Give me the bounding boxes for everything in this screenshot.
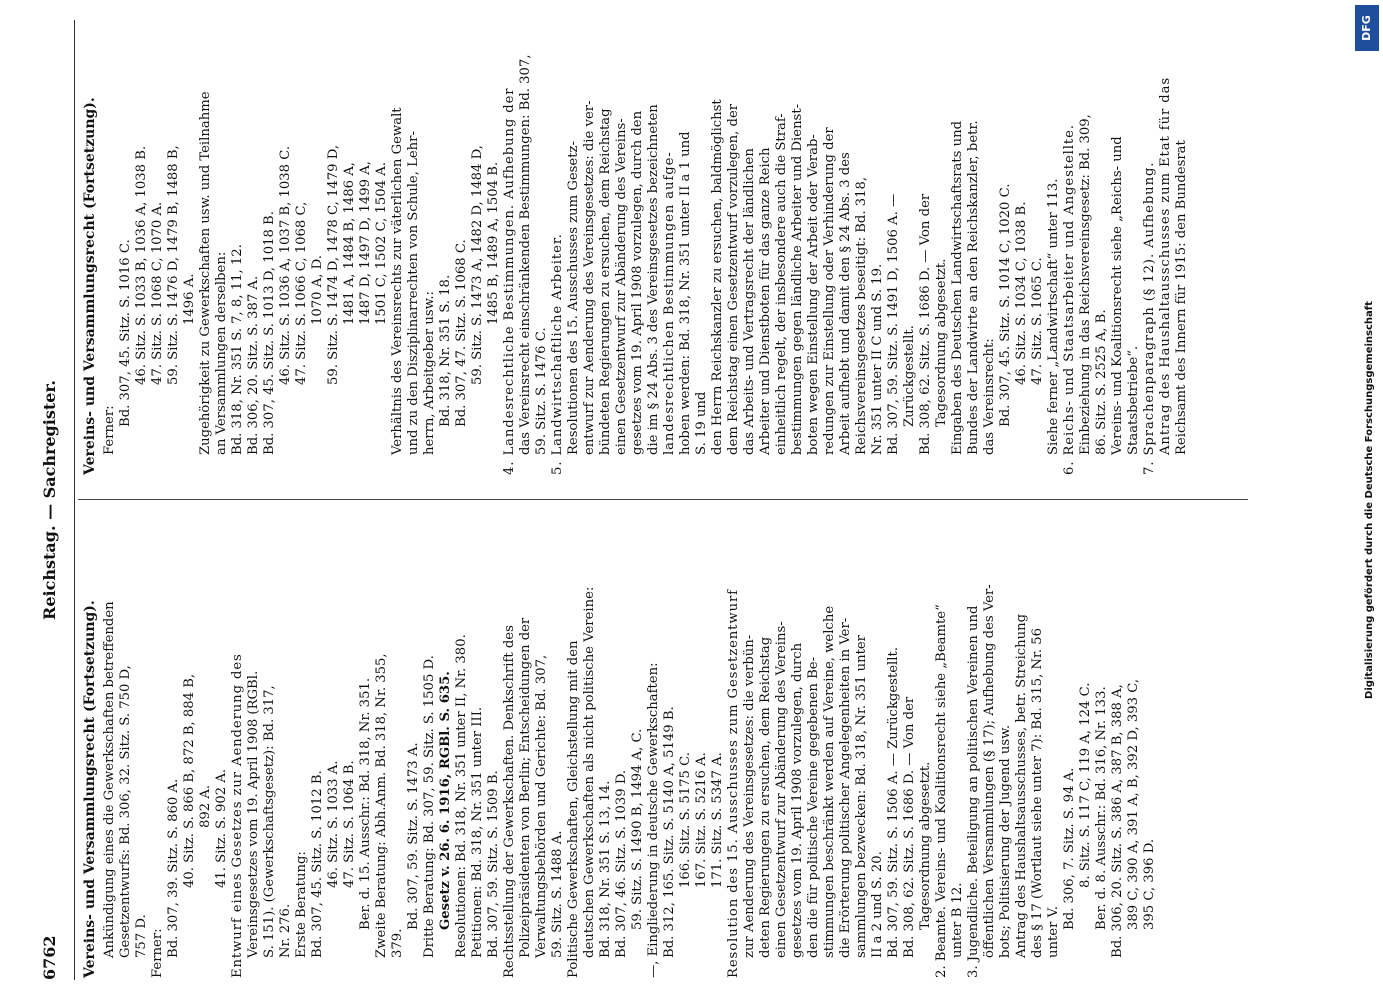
index-line: Ber. d. 8. Ausschr.: Bd. 316, Nr. 133. (1094, 686, 1109, 930)
index-line: des § 17 (Wortlaut siehe unter 7): Bd. 315, Nr. 56 (1030, 627, 1045, 958)
index-line: Bd. 306, 20. Sitz. S. 387 A. (246, 275, 261, 455)
index-line: Entwurf eines Gesetzes zur Aenderung des (230, 653, 245, 978)
index-line: Reichsamt des Innern für 1915: den Bundesrat (1174, 140, 1189, 455)
index-line: 59. Sitz. S. 1476 C. (534, 327, 549, 455)
index-line: Bd. 307, 45. Sitz. S. 1012 B. (310, 770, 325, 958)
index-line: Bd. 306, 20. Sitz. S. 386 A, 387 B, 388 A, (1110, 684, 1125, 958)
index-line: Bd. 307, 46. Sitz. S. 1039 D. (614, 769, 629, 958)
credit-text: Digitalisierung gefördert durch die Deutsche Forschungsgemeinschaft (1364, 301, 1375, 699)
index-line: unter B 12. (950, 882, 965, 958)
index-line: Bd. 307, 59. Sitz. S. 1491 D, 1506 A. — (886, 193, 901, 455)
index-line: Politische Gewerkschaften, Gleichstellung mit den (566, 640, 581, 978)
index-line: Bd. 308, 62. Sitz. S. 1686 D. — Von der (918, 193, 933, 455)
index-line: Bundes der Landwirte an den Reichskanzler, betr. (966, 120, 981, 455)
index-line: 46. Sitz. S. 1033 A. (326, 760, 341, 888)
index-line: Reichsvereinsgesetzes beseitigt: Bd. 318, (854, 176, 869, 455)
index-line: S. 19 und (694, 391, 709, 455)
index-line: Bd. 307, 59. Sitz. S. 1473 A. (406, 742, 421, 930)
index-line: unter V. (1046, 906, 1061, 958)
index-line: 395 C, 396 D. (1142, 838, 1157, 930)
index-line: 4. Landesrechtliche Bestimmungen. Aufhebung der (502, 87, 517, 475)
index-line: Gesetz v. 26. 6. 1916, RGBl. S. 635. (438, 671, 453, 930)
index-line: Ferner: (102, 405, 117, 455)
page-header (40, 20, 66, 980)
index-line: Bd. 318, Nr. 351 S. 7, 8, 11, 12. (230, 244, 245, 455)
index-line: 166. Sitz. S. 5175 C. (678, 752, 693, 888)
index-line: S. 151). (Gewerkschaftsgesetz): Bd. 317, (262, 685, 277, 958)
index-line: und zu den Disziplinarrechten von Schule, Lehr- (406, 131, 421, 455)
index-line: 59. Sitz. S. 1490 B, 1494 A, C. (630, 728, 645, 930)
index-line: Bd. 307, 47. Sitz. S. 1068 C. (454, 239, 469, 427)
index-line: 1501 C, 1502 C, 1504 A. (374, 162, 389, 325)
index-line: 3. Jugendliche. Beteiligung an politischen Vereinen und (966, 605, 981, 978)
index-line: 46. Sitz. S. 1033 B, 1036 A, 1038 B. (134, 145, 149, 385)
index-line: zur Aenderung des Vereinsgesetzes: die verbün- (742, 634, 757, 958)
index-line: 59. Sitz. S. 1488 A. (550, 830, 565, 958)
index-line: Bd. 312, 165. Sitz. S. 5140 A, 5149 B. (662, 706, 677, 958)
index-line: Eingaben des Deutschen Landwirtschaftsrats und (950, 120, 965, 455)
index-line: Antrag des Haushaltsausschusses, betr. Streichung (1014, 613, 1029, 958)
index-line: Ankündigung eines die Gewerkschaften betreffenden (102, 601, 117, 958)
index-line: Nr. 276. (278, 903, 293, 958)
index-line: 1487 D, 1497 D, 1499 A, (358, 161, 373, 325)
index-line: 892 A. (198, 784, 213, 828)
index-line: bündeten Regierungen zu ersuchen, dem Reichstag (598, 108, 613, 455)
column-divider (78, 499, 1248, 500)
index-line: Tagesordnung abgesetzt. (934, 258, 949, 427)
index-line: Bd. 307, 45. Sitz. S. 1016 C. (118, 239, 133, 427)
index-line: den Herrn Reichskanzler zu ersuchen, baldmöglichst (710, 99, 725, 455)
right-column (82, 20, 1190, 475)
index-line: Verwaltungsbehörden und Gerichte: Bd. 307, (534, 654, 549, 958)
index-line: boten wegen Einstellung der Arbeit oder Verab- (806, 134, 821, 455)
index-line: das Vereinsrecht einschränkenden Bestimmungen: Bd. 307, (518, 54, 533, 455)
index-line: 7. Sprachenparagraph (§ 12). Aufhebung. (1142, 161, 1157, 475)
index-line: Bd. 318, Nr. 351 S. 13, 14. (598, 780, 613, 958)
right-column-heading: Vereins- und Versammlungsrecht (Fortsetzung). (82, 97, 98, 475)
index-line: 59. Sitz. S. 1474 D, 1478 C, 1479 D, (326, 144, 341, 385)
index-line: Bd. 306, 7. Sitz. S. 94 A. (1062, 767, 1077, 930)
index-line: einen Gesetzentwurf zur Abänderung des Vereins- (614, 118, 629, 455)
index-line: 167. Sitz. S. 5216 A. (694, 752, 709, 888)
index-line: das Arbeits- und Vertragsrecht der ländlichen (742, 148, 757, 455)
index-line: Bd. 307, 45. Sitz. S. 1013 D, 1018 B. (262, 211, 277, 455)
right-column-entries (102, 20, 1190, 475)
index-line: 46. Sitz. S. 1034 C, 1038 B. (1014, 201, 1029, 385)
index-line: 6. Reichs- und Staatsarbeiter und Angestellte. (1062, 124, 1077, 475)
index-line: landesrechtlichen Bestimmungen aufge- (662, 151, 677, 455)
index-line: Zurückgestellt. (902, 325, 917, 427)
index-line: 47. Sitz. S. 1065 C. (1030, 257, 1045, 385)
page-number: 6762 (40, 935, 59, 980)
index-line: Nr. 351 unter II C und S. 19. (870, 263, 885, 455)
index-line: die Erörterung politischer Angelegenheiten in Ver- (838, 617, 853, 958)
index-line: Arbeit aufhebt und damit den § 24 Abs. 3 des (838, 152, 853, 455)
index-line: 1496 A. (182, 273, 197, 325)
index-line: deten Regierungen zu ersuchen, dem Reichstag (758, 636, 773, 958)
index-line: deutschen Gewerkschaften als nicht politische Vereine: (582, 586, 597, 958)
index-line: 47. Sitz. S. 1064 B. (342, 760, 357, 888)
index-line: 389 C, 390 A, 391 A, B, 392 D, 393 C, (1126, 678, 1141, 930)
index-line: 757 D. (134, 914, 149, 958)
index-line: Bd. 308, 62. Sitz. S. 1686 D. — Von der (902, 696, 917, 958)
index-line: das Vereinsrecht: (982, 338, 997, 455)
index-line: gesetzes vom 19. April 1908 vorzulegen, durch den (630, 110, 645, 455)
index-line: Ferner: (150, 928, 165, 978)
index-line: 1485 B, 1489 A, 1504 B. (486, 161, 501, 325)
index-line: Zweite Beratung: Abh.Anm. Bd. 318, Nr. 355, (374, 653, 389, 958)
index-line: einen Gesetzentwurf zur Abänderung des Vereins- (774, 621, 789, 958)
index-line: Resolutionen des 15. Ausschusses zum Gesetz- (566, 141, 581, 455)
left-column (82, 523, 1158, 978)
index-line: 2. Beamte. Vereins- und Koalitionsrecht siehe „Beamte“ (934, 604, 949, 978)
index-line: Bd. 307, 39. Sitz. S. 860 A. (166, 778, 181, 958)
index-line: 8. Sitz. S. 117 C, 119 A, 124 C. (1078, 682, 1093, 888)
index-line: sammlungen bezwecken: Bd. 318, Nr. 351 unter (854, 635, 869, 958)
index-line: Verhältnis des Vereinsrechts zur väterlichen Gewalt (390, 107, 405, 455)
index-line: 5. Landwirtschaftliche Arbeiter. (550, 233, 565, 475)
index-line: Vereins- und Koalitionsrecht siehe „Reichs- und (1110, 136, 1125, 455)
index-line: Tagesordnung abgesetzt. (918, 761, 933, 930)
index-line: 59. Sitz. S. 1476 D, 1479 B, 1488 B, (166, 145, 181, 385)
index-line: 40. Sitz. S. 866 B, 872 B, 884 B, (182, 673, 197, 888)
index-line: Polizeipräsidenten von Berlin; Entscheidungen der (518, 617, 533, 958)
index-line: Bd. 307, 59. Sitz. S. 1509 B. (486, 770, 501, 958)
index-line: dem Reichstag einen Gesetzentwurf vorzulegen, der (726, 103, 741, 455)
index-line: Resolution des 15. Ausschusses zum Gesetzentwurf (726, 589, 741, 978)
index-line: die im § 24 Abs. 3 des Vereinsgesetzes bezeichneten (646, 104, 661, 455)
index-line: Siehe ferner „Landwirtschaft“ unter 113. (1046, 178, 1061, 455)
index-line: 379. (390, 928, 405, 958)
index-line: den die für politische Vereine gegebenen Be- (806, 656, 821, 958)
index-line: 1481 A, 1484 B, 1486 A, (342, 162, 357, 325)
index-line: Vereinsgesetzes vom 19. April 1908 (RGBl. (246, 670, 261, 958)
index-line: Bd. 307, 59. Sitz. S. 1506 A. — Zurückgestellt. (886, 647, 901, 958)
index-line: II a 2 und S. 20. (870, 851, 885, 958)
index-line: Resolutionen: Bd. 318, Nr. 351 unter II, Nr. 380. (454, 634, 469, 958)
index-line: Bd. 307, 45. Sitz. S. 1014 C, 1020 C. (998, 183, 1013, 427)
index-line: an Versammlungen derselben: (214, 251, 229, 455)
index-line: —, Eingliederung in deutsche Gewerkschaften: (646, 662, 661, 978)
index-line: gesetzes vom 19. April 1908 vorzulegen, durch (790, 642, 805, 958)
index-line: 86. Sitz. S. 2525 A, B. (1094, 309, 1109, 455)
index-line: hoben werden: Bd. 318, Nr. 351 unter II a 1 und (678, 131, 693, 455)
index-line: Zugehörigkeit zu Gewerkschaften usw. und Teilnahme (198, 91, 213, 455)
index-line: Bd. 318, Nr. 351 S. 18. (438, 274, 453, 427)
dfg-logo-text: DFG (1360, 15, 1373, 41)
index-line: Petitionen: Bd. 318, Nr. 351 unter III. (470, 706, 485, 958)
left-column-heading: Vereins- und Versammlungsrecht (Fortsetzung). (82, 600, 98, 978)
left-column-entries (102, 523, 1158, 978)
header-rule (74, 20, 75, 980)
index-line: herrn, Arbeitgeber usw.: (422, 291, 437, 455)
index-line: Antrag des Haushaltausschusses zum Etat für das (1158, 76, 1173, 455)
index-line: Einbeziehung in das Reichsvereinsgesetz: Bd. 309, (1078, 114, 1093, 455)
index-line: 47. Sitz. S. 1068 C, 1070 A. (150, 201, 165, 385)
index-line: Erste Beratung: (294, 851, 309, 958)
index-line: Ber. d. 15. Ausschr.: Bd. 318, Nr. 351. (358, 677, 373, 930)
digitization-credit (1360, 200, 1380, 800)
index-line: 46. Sitz. S. 1036 A, 1037 B, 1038 C. (278, 145, 293, 385)
index-line: Arbeiter und Dienstboten für das ganze Reich (758, 147, 773, 455)
index-line: redungen zur Einstellung oder Verhinderung der (822, 127, 837, 455)
index-line: Rechtsstellung der Gewerkschaften. Denkschrift des (502, 625, 517, 978)
index-line: stimmungen beschränkt werden auf Vereine, welche (822, 605, 837, 958)
index-line: Dritte Beratung: Bd. 307, 59. Sitz. S. 1505 D. (422, 655, 437, 958)
running-title: Reichstag. — Sachregister. (40, 380, 59, 620)
index-line: öffentlichen Versammlungen (§ 17); Aufhebung des Ver- (982, 584, 997, 958)
index-line: 47. Sitz. S. 1066 C, 1068 C, (294, 201, 309, 385)
index-line: 59. Sitz. S. 1473 A, 1482 D, 1484 D, (470, 145, 485, 385)
index-line: 1070 A, D. (310, 255, 325, 325)
index-line: entwurf zur Aenderung des Vereinsgesetzes: die ver- (582, 100, 597, 455)
index-line: bestimmungen gegen ländliche Arbeiter und Dienst- (790, 103, 805, 455)
dfg-logo (1355, 5, 1379, 51)
index-line: 41. Sitz. S. 902 A. (214, 768, 229, 888)
index-line: Gesetzentwurfs: Bd. 306, 32. Sitz. S. 750 D, (118, 665, 133, 958)
index-line: bots; Politisierung der Jugend usw. (998, 724, 1013, 958)
index-line: einheitlich regelt, der insbesondere auch die Straf- (774, 113, 789, 455)
index-line: Staatsbetriebe“. (1126, 345, 1141, 455)
index-line: 171. Sitz. S. 5347 A. (710, 752, 725, 888)
